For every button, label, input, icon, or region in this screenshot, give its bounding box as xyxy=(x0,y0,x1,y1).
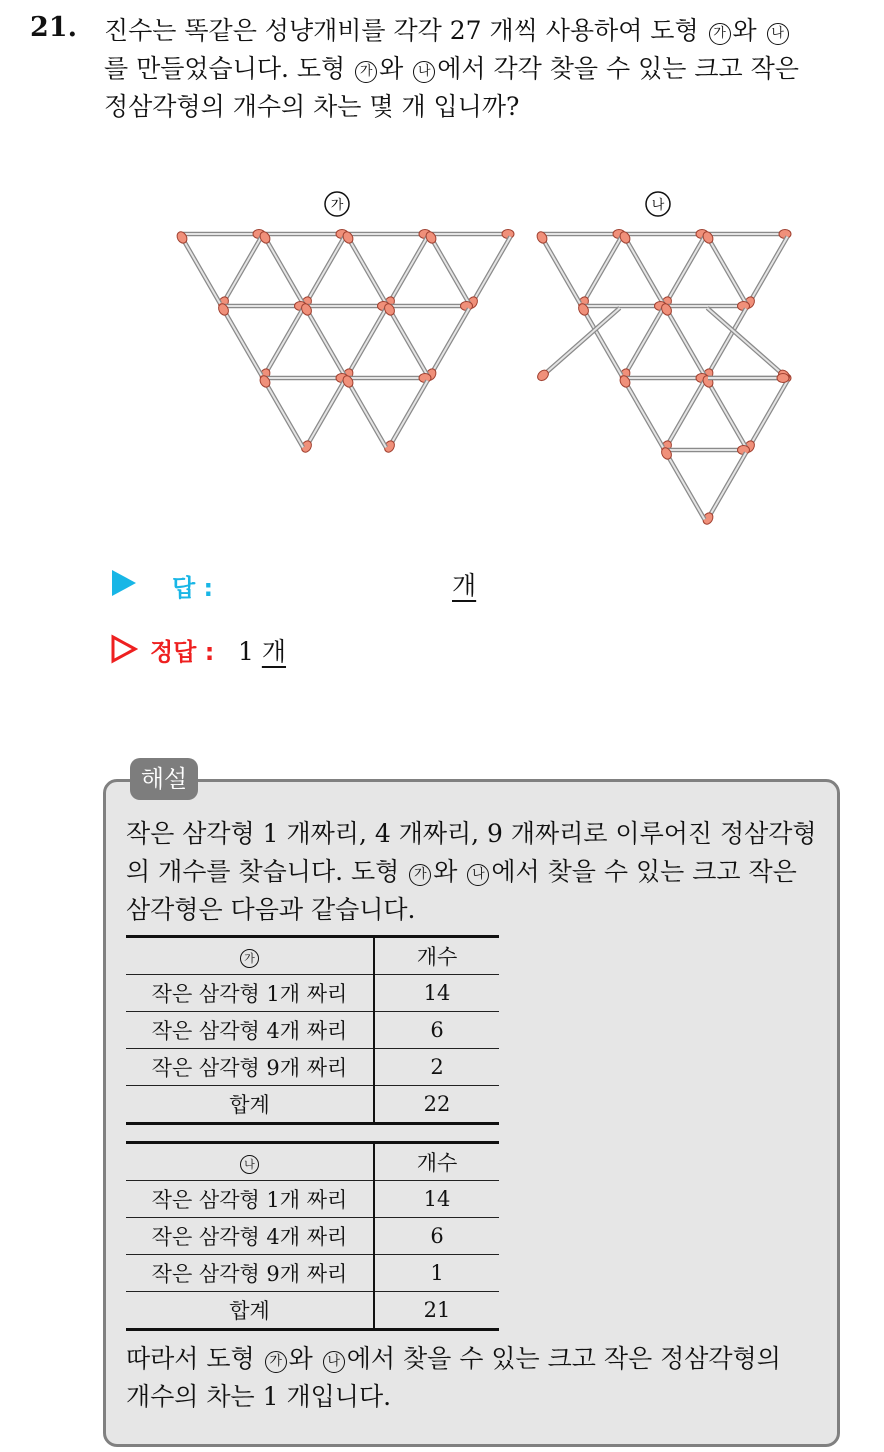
matchstick xyxy=(424,230,469,303)
conclusion-line-1: 따라서 도형 가 와 나 에서 찾을 수 있는 크고 작은 정삼각형의 xyxy=(126,1344,781,1373)
answer-unit: 개 xyxy=(452,571,477,600)
conclusion-line-2: 개수의 차는 1 개입니다. xyxy=(126,1382,392,1411)
question-number: 21. xyxy=(30,12,77,43)
matchstick xyxy=(183,230,265,239)
matchstick xyxy=(618,230,663,303)
circled-na-mark: 나 xyxy=(240,1155,259,1174)
explanation-line-2: 의 개수를 찾습니다. 도형 가 와 나 에서 찾을 수 있는 크고 작은 xyxy=(126,857,797,886)
question-line-1: 진수는 똑같은 성냥개비를 각각 27 개씩 사용하여 도형 가 와 나 xyxy=(104,16,791,45)
circled-ga-mark: 가 xyxy=(355,61,377,83)
matchstick-figures xyxy=(0,150,884,540)
table-row-count: 14 xyxy=(374,1181,499,1218)
table-total-label: 합계 xyxy=(126,1086,374,1124)
matchstick xyxy=(535,230,580,303)
figure-ga-label xyxy=(325,192,349,216)
table-total-count: 21 xyxy=(374,1292,499,1330)
matchstick xyxy=(341,230,386,303)
matchstick xyxy=(217,237,262,310)
matchstick xyxy=(432,230,514,239)
circled-ga-mark: 가 xyxy=(240,949,259,968)
matchstick xyxy=(543,230,625,239)
answer-label: 답 : xyxy=(172,574,214,602)
matchstick xyxy=(341,309,386,382)
circled-ga-mark: 가 xyxy=(409,864,431,886)
count-table-na xyxy=(126,1141,499,1331)
matchstick xyxy=(300,237,345,310)
matchstick xyxy=(341,374,386,447)
question-line-3: 정삼각형의 개수의 차는 몇 개 입니까? xyxy=(104,92,520,121)
table-row-label: 작은 삼각형 4개 짜리 xyxy=(126,1218,374,1255)
circled-na-mark: 나 xyxy=(767,23,789,45)
correct-answer-value: 1 개 xyxy=(238,637,287,666)
matchstick xyxy=(660,302,705,375)
table-row-count: 6 xyxy=(374,1218,499,1255)
matchstick xyxy=(383,237,428,310)
matchstick xyxy=(225,302,307,311)
matchstick xyxy=(536,308,620,383)
table-row-label: 작은 삼각형 9개 짜리 xyxy=(126,1255,374,1292)
table-row-count: 6 xyxy=(374,1012,499,1049)
correct-answer-row xyxy=(110,630,710,670)
matchstick xyxy=(258,374,303,447)
table-row xyxy=(126,1049,499,1086)
question-text xyxy=(104,12,866,126)
table-row-count: 1 xyxy=(374,1255,499,1292)
table-row xyxy=(126,1255,499,1292)
matchstick xyxy=(175,230,220,303)
table-header-row xyxy=(126,937,499,975)
matchstick xyxy=(743,381,788,454)
matchstick xyxy=(668,446,750,455)
table-row xyxy=(126,1181,499,1218)
matchstick xyxy=(701,374,746,447)
matchstick xyxy=(660,446,705,519)
matchstick xyxy=(349,374,431,383)
table-row-label: 작은 삼각형 4개 짜리 xyxy=(126,1012,374,1049)
question-line-2: 를 만들었습니다. 도형 가 와 나 에서 각각 찾을 수 있는 크고 작은 xyxy=(104,54,799,83)
circled-ga-mark: 가 xyxy=(265,1351,287,1373)
table-row-label: 작은 삼각형 1개 짜리 xyxy=(126,1181,374,1218)
matchstick xyxy=(349,230,431,239)
table-total-row xyxy=(126,1086,499,1124)
explanation-conclusion xyxy=(126,1340,822,1416)
count-table-ga xyxy=(126,935,499,1125)
matchstick xyxy=(618,309,663,382)
matchstick xyxy=(266,374,348,383)
matchstick xyxy=(626,230,708,239)
matchstick xyxy=(466,237,511,310)
matchstick xyxy=(708,374,789,383)
matchstick xyxy=(258,309,303,382)
matchstick xyxy=(217,302,262,375)
table-row-count: 2 xyxy=(374,1049,499,1086)
answer-row xyxy=(110,566,710,606)
matchstick xyxy=(618,374,663,447)
explanation-line-3: 삼각형은 다음과 같습니다. xyxy=(126,895,416,924)
explanation-line-1: 작은 삼각형 1 개짜리, 4 개짜리, 9 개짜리로 이루어진 정삼각형 xyxy=(126,819,817,848)
circled-na-mark: 나 xyxy=(413,61,435,83)
svg-text:가: 가 xyxy=(330,198,344,213)
circled-ga-mark: 가 xyxy=(709,23,731,45)
explanation-tab: 해설 xyxy=(130,758,198,800)
table-header-count: 개수 xyxy=(374,1143,499,1181)
correct-answer-label: 정답 : xyxy=(150,638,215,666)
matchstick xyxy=(707,308,791,383)
table-header-count: 개수 xyxy=(374,937,499,975)
circled-na-mark: 나 xyxy=(323,1351,345,1373)
figure-ga xyxy=(175,230,514,454)
matchstick xyxy=(701,453,746,526)
play-arrow-icon xyxy=(110,568,138,598)
outline-arrow-icon xyxy=(110,634,138,664)
matchstick xyxy=(391,302,473,311)
figure-na-label xyxy=(646,192,670,216)
matchstick xyxy=(577,237,622,310)
table-row-count: 14 xyxy=(374,975,499,1012)
matchstick xyxy=(743,237,788,310)
matchstick xyxy=(585,302,667,311)
table-row xyxy=(126,1218,499,1255)
table-total-label: 합계 xyxy=(126,1292,374,1330)
circled-na-mark: 나 xyxy=(467,864,489,886)
matchstick xyxy=(258,230,303,303)
matchstick xyxy=(300,302,345,375)
matchstick xyxy=(383,381,428,454)
table-header-row xyxy=(126,1143,499,1181)
explanation-text xyxy=(126,815,822,929)
table-row-label: 작은 삼각형 9개 짜리 xyxy=(126,1049,374,1086)
matchstick xyxy=(709,230,791,239)
matchstick xyxy=(266,230,348,239)
matchstick xyxy=(383,302,428,375)
svg-text:나: 나 xyxy=(651,198,665,213)
matchstick xyxy=(300,381,345,454)
table-row xyxy=(126,1012,499,1049)
matchstick xyxy=(308,302,390,311)
matchstick xyxy=(660,381,705,454)
table-total-row xyxy=(126,1292,499,1330)
table-row xyxy=(126,975,499,1012)
figure-na xyxy=(535,230,791,526)
table-total-count: 22 xyxy=(374,1086,499,1124)
matchstick xyxy=(626,374,708,383)
matchstick xyxy=(660,237,705,310)
matchstick xyxy=(701,230,746,303)
matchstick xyxy=(424,309,469,382)
table-row-label: 작은 삼각형 1개 짜리 xyxy=(126,975,374,1012)
